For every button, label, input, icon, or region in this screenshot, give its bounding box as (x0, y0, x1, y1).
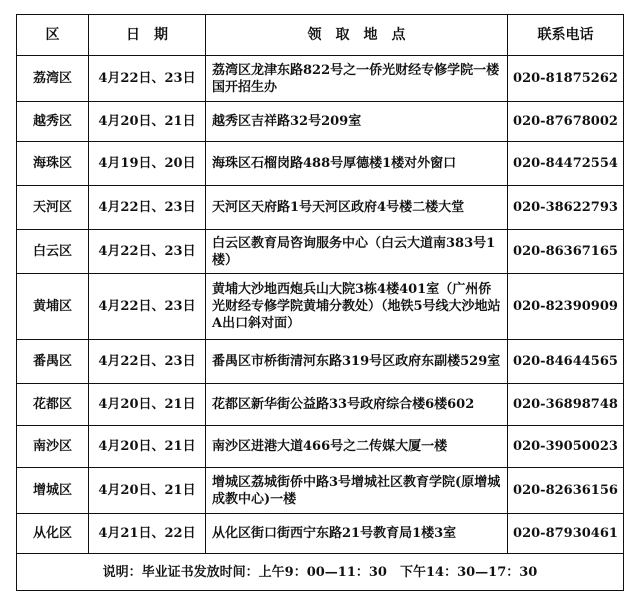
table-row (17, 142, 624, 186)
table-row (17, 186, 624, 230)
table-row (17, 340, 624, 384)
table-row (17, 426, 624, 468)
date-cell: 4月21日、22日 (89, 514, 206, 554)
distribution-table-container (16, 14, 623, 591)
address-cell: 天河区天府路1号天河区政府4号楼二楼大堂 (206, 186, 508, 230)
district-cell: 花都区 (17, 384, 89, 426)
date-cell: 4月22日、23日 (89, 274, 206, 340)
address-cell: 荔湾区龙津东路822号之一侨光财经专修学院一楼国开招生办 (206, 56, 508, 102)
table-row (17, 384, 624, 426)
phone-cell: 020-36898748 (508, 384, 624, 426)
address-cell: 花都区新华街公益路33号政府综合楼6楼602 (206, 384, 508, 426)
table-row (17, 56, 624, 102)
phone-cell: 020-84644565 (508, 340, 624, 384)
address-cell: 从化区街口街西宁东路21号教育局1楼3室 (206, 514, 508, 554)
district-cell: 越秀区 (17, 102, 89, 142)
district-cell: 增城区 (17, 468, 89, 514)
district-cell: 荔湾区 (17, 56, 89, 102)
address-cell: 番禺区市桥街清河东路319号区政府东副楼529室 (206, 340, 508, 384)
address-cell: 增城区荔城街侨中路3号增城社区教育学院(原增城成教中心)一楼 (206, 468, 508, 514)
table-row (17, 274, 624, 340)
district-cell: 黄埔区 (17, 274, 89, 340)
date-cell: 4月22日、23日 (89, 186, 206, 230)
date-cell: 4月22日、23日 (89, 230, 206, 274)
phone-cell: 020-39050023 (508, 426, 624, 468)
phone-cell: 020-81875262 (508, 56, 624, 102)
phone-cell: 020-82390909 (508, 274, 624, 340)
certificate-distribution-table (16, 14, 624, 591)
header-district: 区 (17, 15, 89, 56)
table-row (17, 230, 624, 274)
date-cell: 4月22日、23日 (89, 340, 206, 384)
header-date: 日 期 (89, 15, 206, 56)
header-row (17, 15, 624, 56)
address-cell: 越秀区吉祥路32号209室 (206, 102, 508, 142)
address-cell: 黄埔大沙地西炮兵山大院3栋4楼401室（广州侨光财经专修学院黄埔分教处）（地铁5号线大沙地站A出口斜对面） (206, 274, 508, 340)
date-cell: 4月20日、21日 (89, 102, 206, 142)
address-cell: 南沙区进港大道466号之二传媒大厦一楼 (206, 426, 508, 468)
date-cell: 4月20日、21日 (89, 426, 206, 468)
district-cell: 白云区 (17, 230, 89, 274)
phone-cell: 020-84472554 (508, 142, 624, 186)
phone-cell: 020-87678002 (508, 102, 624, 142)
table-row (17, 514, 624, 554)
district-cell: 番禺区 (17, 340, 89, 384)
date-cell: 4月20日、21日 (89, 384, 206, 426)
header-address: 领 取 地 点 (206, 15, 508, 56)
address-cell: 白云区教育局咨询服务中心（白云大道南383号1楼） (206, 230, 508, 274)
header-phone: 联系电话 (508, 15, 624, 56)
date-cell: 4月22日、23日 (89, 56, 206, 102)
distribution-time-note: 说明：毕业证书发放时间：上午9：00—11：30 下午14：30—17：30 (17, 554, 624, 591)
district-cell: 天河区 (17, 186, 89, 230)
district-cell: 海珠区 (17, 142, 89, 186)
date-cell: 4月20日、21日 (89, 468, 206, 514)
phone-cell: 020-82636156 (508, 468, 624, 514)
address-cell: 海珠区石榴岗路488号厚德楼1楼对外窗口 (206, 142, 508, 186)
note-row (17, 554, 624, 591)
table-row (17, 102, 624, 142)
district-cell: 南沙区 (17, 426, 89, 468)
date-cell: 4月19日、20日 (89, 142, 206, 186)
phone-cell: 020-38622793 (508, 186, 624, 230)
district-cell: 从化区 (17, 514, 89, 554)
table-row (17, 468, 624, 514)
phone-cell: 020-87930461 (508, 514, 624, 554)
phone-cell: 020-86367165 (508, 230, 624, 274)
